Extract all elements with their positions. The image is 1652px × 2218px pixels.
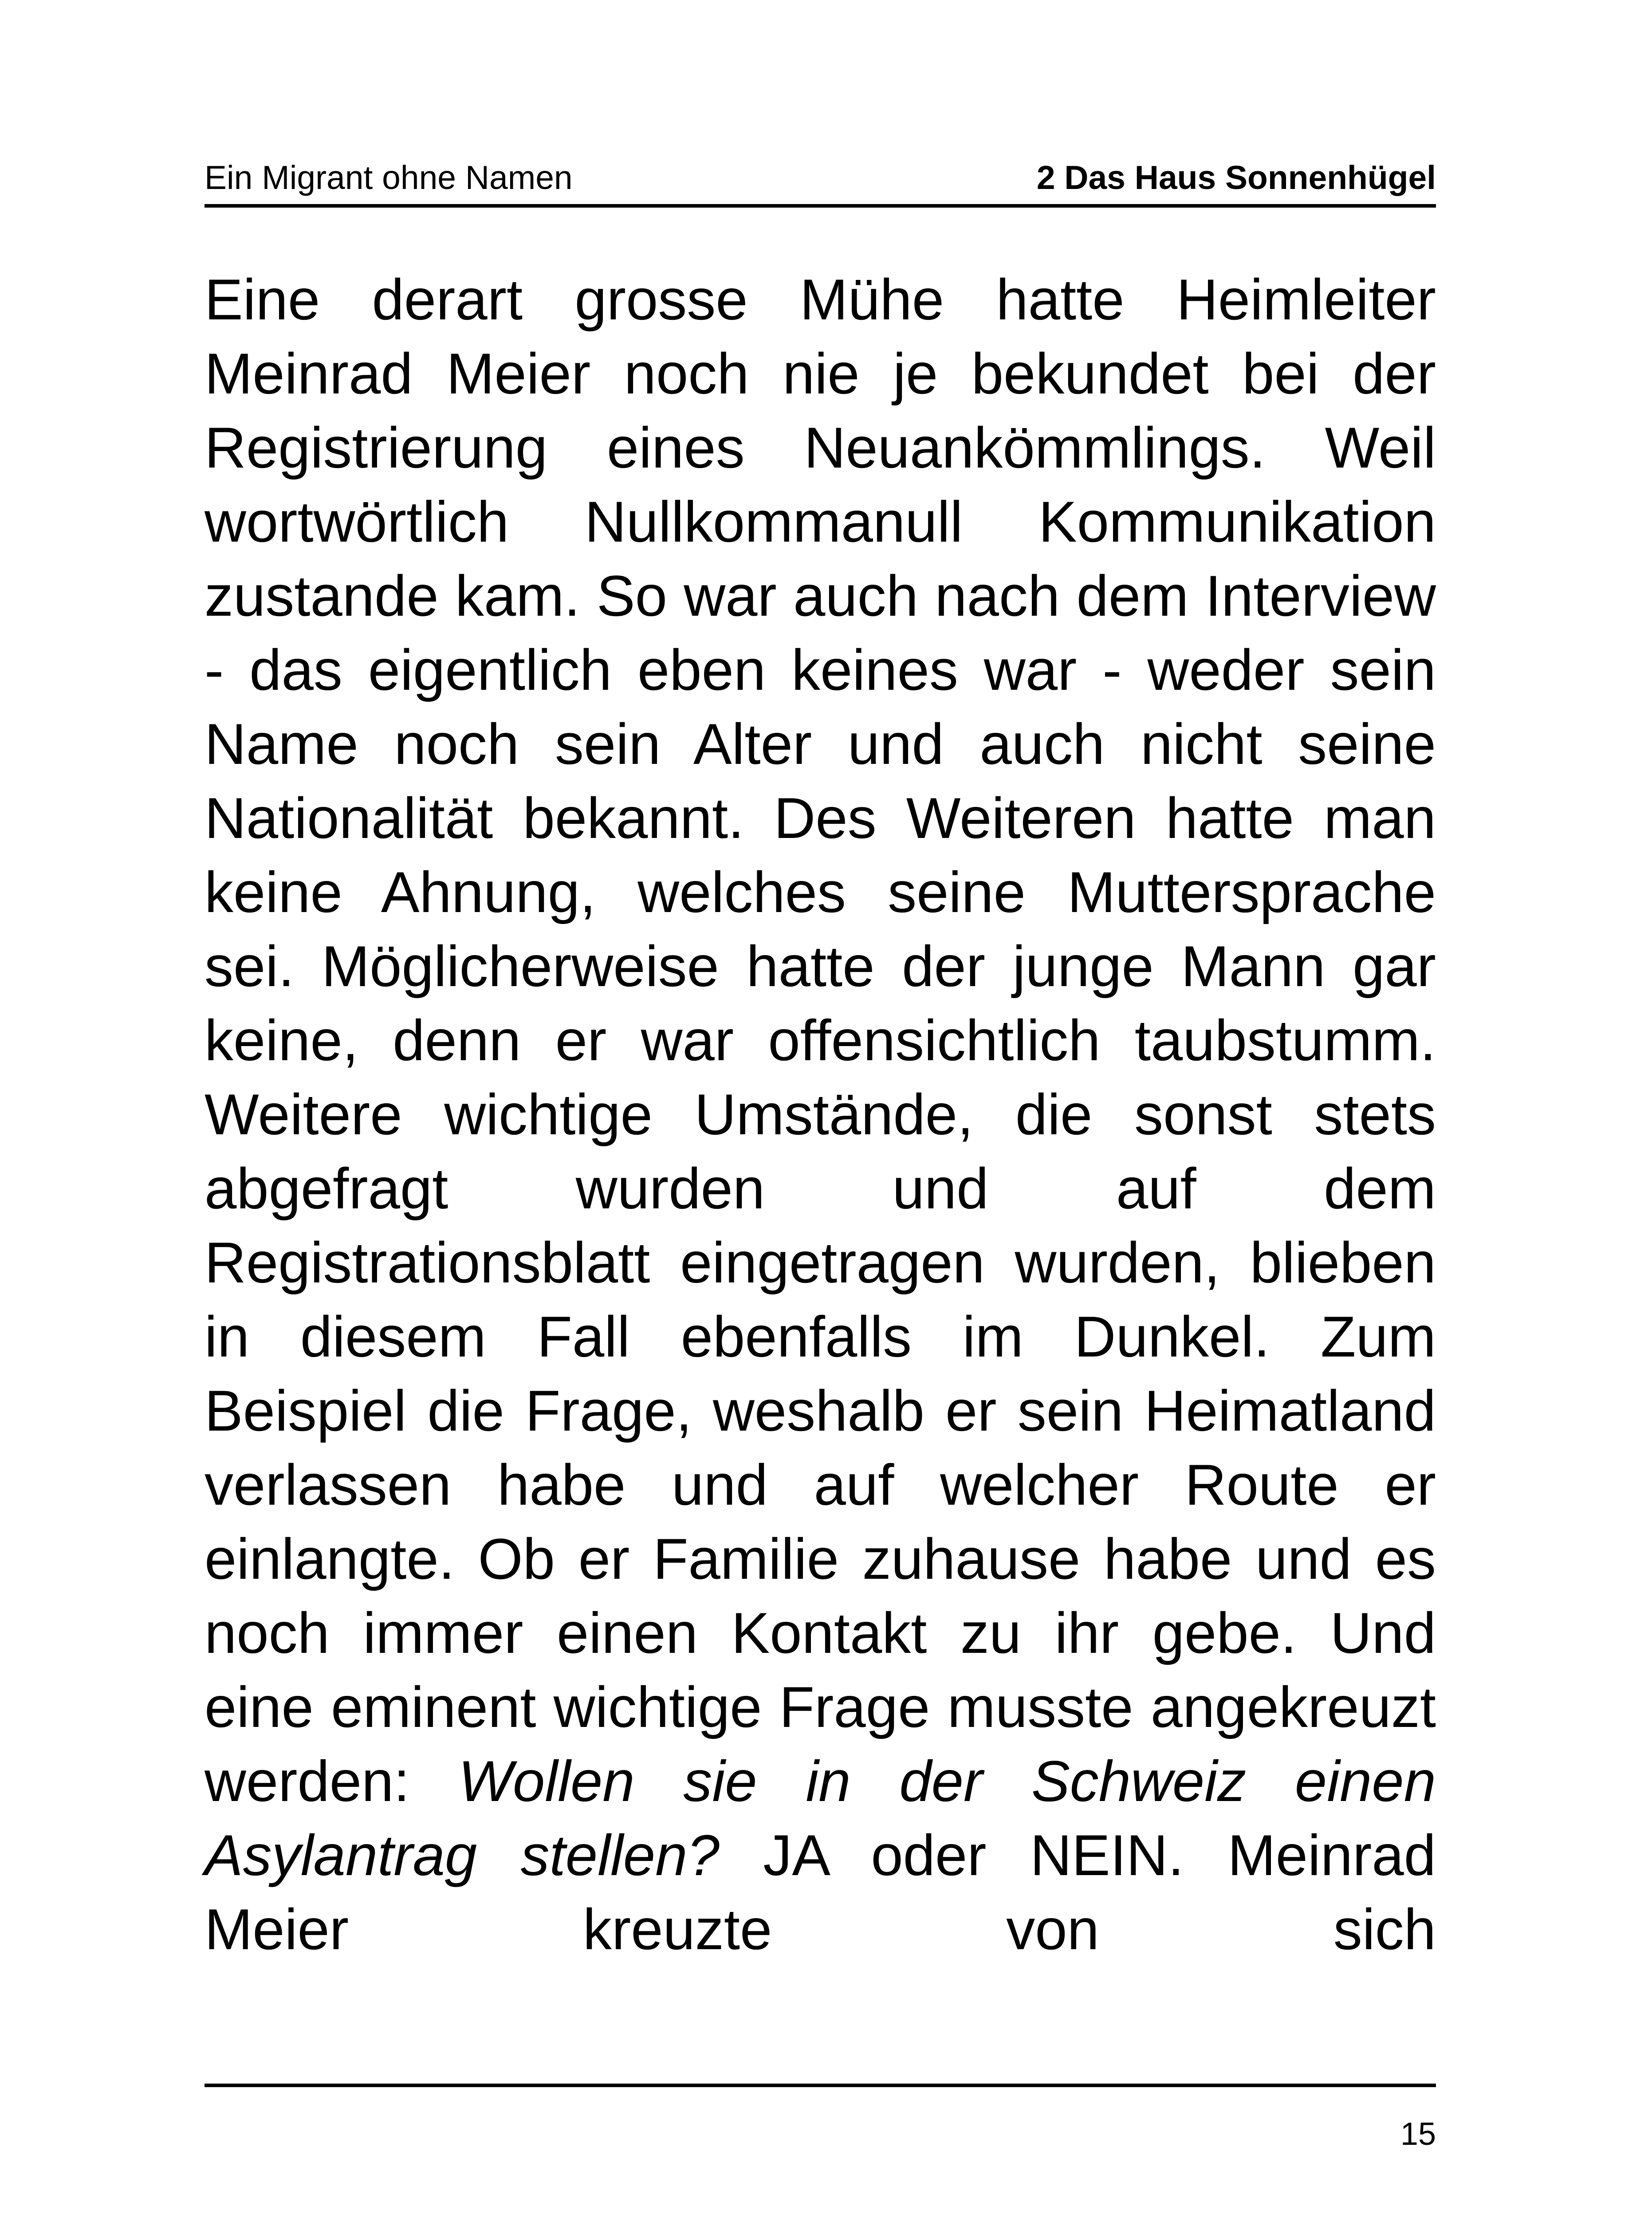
body-text-italic-question: Wollen sie in der Schweiz einen Asylantrag stellen? (205, 1749, 1436, 1888)
page-number: 15 (1400, 2116, 1436, 2152)
footer-divider (205, 2084, 1436, 2087)
header-divider (205, 204, 1436, 208)
header-book-title: Ein Migrant ohne Namen (205, 159, 573, 196)
body-text-part-2: JA oder NEIN. Meinrad Meier kreuzte von sich (205, 1823, 1436, 1962)
running-header (205, 153, 1436, 202)
header-chapter-title: 2 Das Haus Sonnenhügel (1036, 159, 1436, 196)
body-text-part-1: Eine derart grosse Mühe hatte Heimleiter Meinrad Meier noch nie je bekundet bei der Registrierung eines Neuankömmlings. Weil wortwörtlich Nullkommanull Kommunikation zustande kam. So war auch nach dem Interview - das eigentlich eben keines war - weder sein Name noch sein Alter und auch nicht seine Nationalität bekannt. Des Weiteren hatte man keine Ahnung, welches seine Muttersprache sei. Möglicherweise hatte der junge Mann gar keine, denn er war offensichtlich taubstumm. Weitere wichtige Umstände, die sonst stets abgefragt wurden und auf dem Registrationsblatt eingetragen wurden, blieben in diesem Fall ebenfalls im Dunkel. Zum Beispiel die Frage, weshalb er sein Heimatland verlassen habe und auf welcher Route er einlangte. Ob er Familie zuhause habe und es noch immer einen Kontakt zu ihr gebe. Und eine eminent wichtige Frage musste angekreuzt werden: (205, 267, 1436, 1813)
body-paragraph (205, 263, 1436, 1966)
